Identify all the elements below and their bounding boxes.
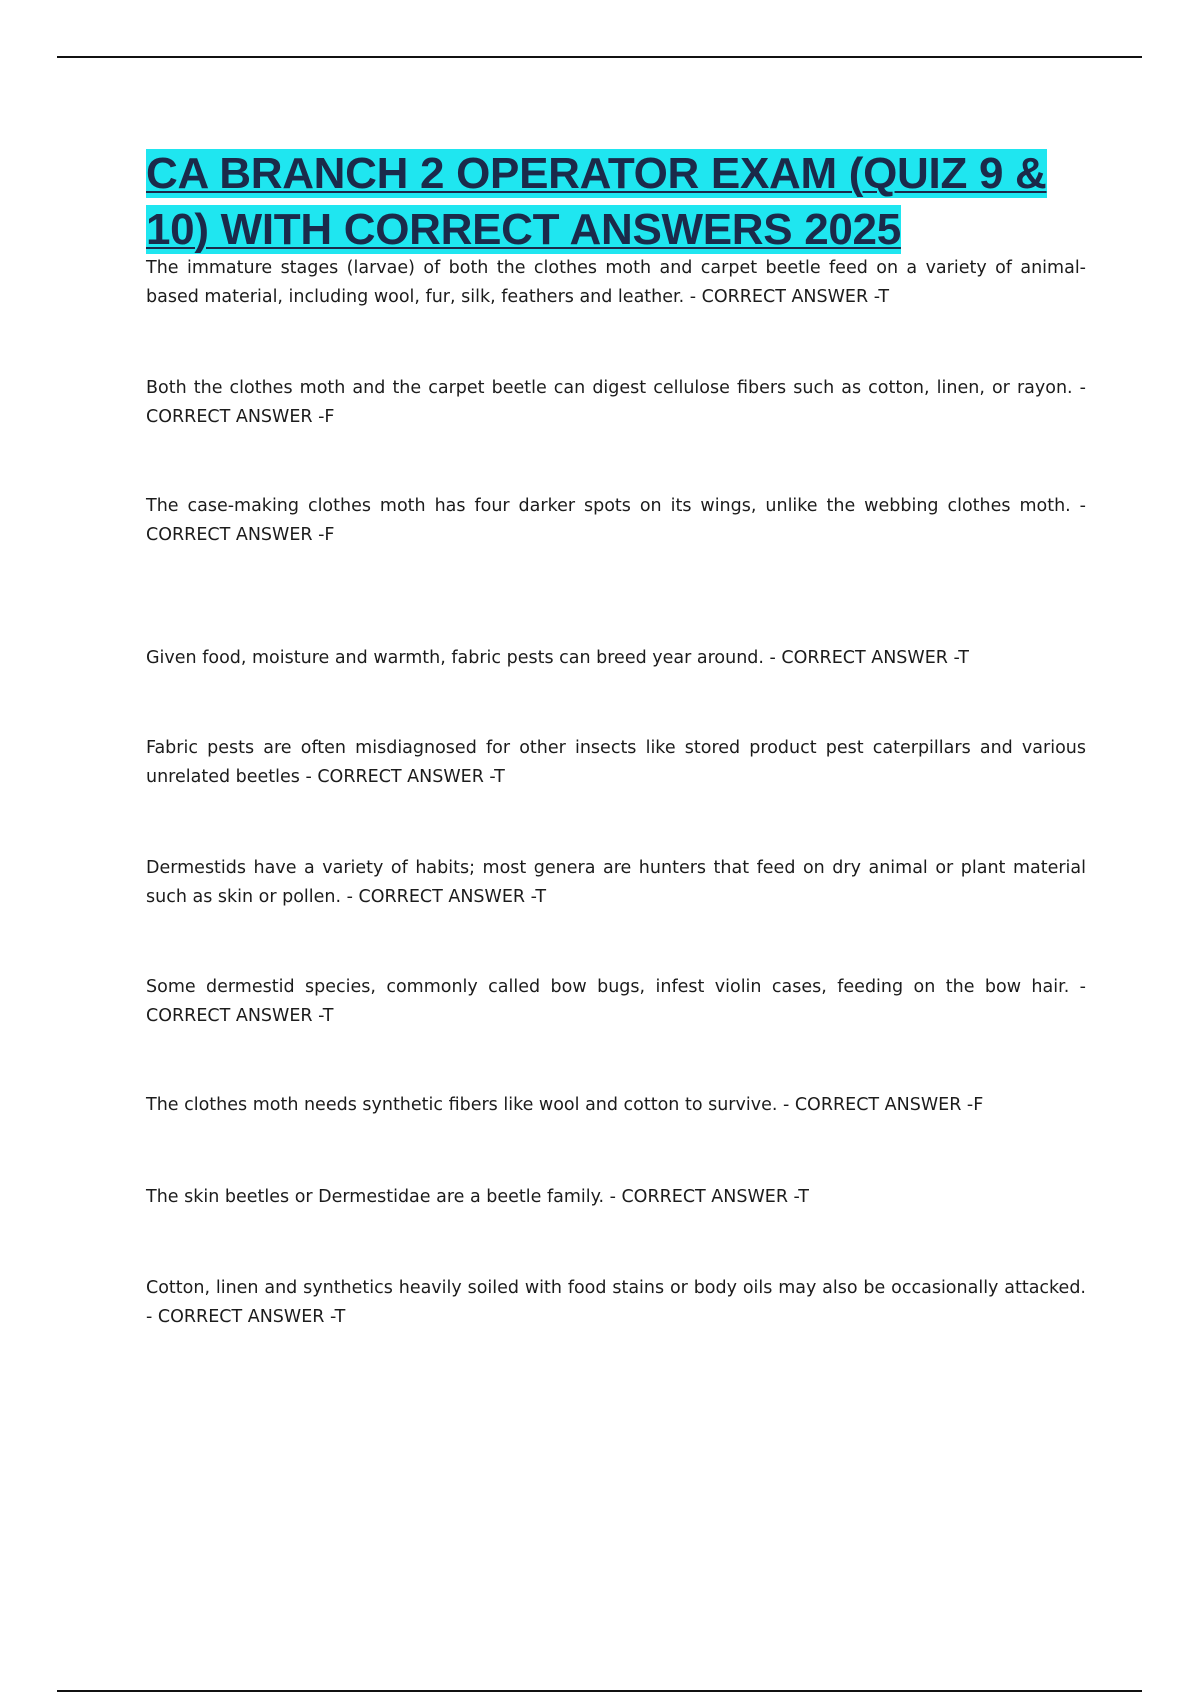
- question-item: Some dermestid species, commonly called bow bugs, infest violin cases, feeding on the bow hair. - CORRECT ANSWER -T: [146, 977, 1086, 1026]
- top-rule: [57, 56, 1142, 58]
- bottom-rule: [57, 1690, 1142, 1692]
- document-title: [146, 146, 1086, 258]
- document-body: [146, 146, 1086, 1327]
- question-item: The case-making clothes moth has four darker spots on its wings, unlike the webbing clothes moth. - CORRECT ANSWER -F: [146, 496, 1086, 545]
- question-item: The clothes moth needs synthetic fibers like wool and cotton to survive. - CORRECT ANSWER -F: [146, 1095, 984, 1115]
- question-item: Given food, moisture and warmth, fabric pests can breed year around. - CORRECT ANSWER -T: [146, 648, 969, 668]
- question-item: The immature stages (larvae) of both the clothes moth and carpet beetle feed on a variety of animal-based material, including wool, fur, silk, feathers and leather. - CORRECT ANSWER -T: [146, 258, 1086, 307]
- question-item: Dermestids have a variety of habits; most genera are hunters that feed on dry animal or plant material such as skin or pollen. - CORRECT ANSWER -T: [146, 858, 1086, 907]
- question-item: Cotton, linen and synthetics heavily soiled with food stains or body oils may also be occasionally attacked. - CORRECT ANSWER -T: [146, 1278, 1086, 1327]
- question-item: The skin beetles or Dermestidae are a beetle family. - CORRECT ANSWER -T: [146, 1187, 809, 1207]
- question-item: Both the clothes moth and the carpet beetle can digest cellulose fibers such as cotton, linen, or rayon. - CORRECT ANSWER -F: [146, 378, 1086, 427]
- title-highlight: CA BRANCH 2 OPERATOR EXAM (QUIZ 9 & 10) WITH CORRECT ANSWERS 2025: [146, 149, 1047, 254]
- question-item: Fabric pests are often misdiagnosed for other insects like stored product pest caterpillars and various unrelated beetles - CORRECT ANSWER -T: [146, 738, 1086, 787]
